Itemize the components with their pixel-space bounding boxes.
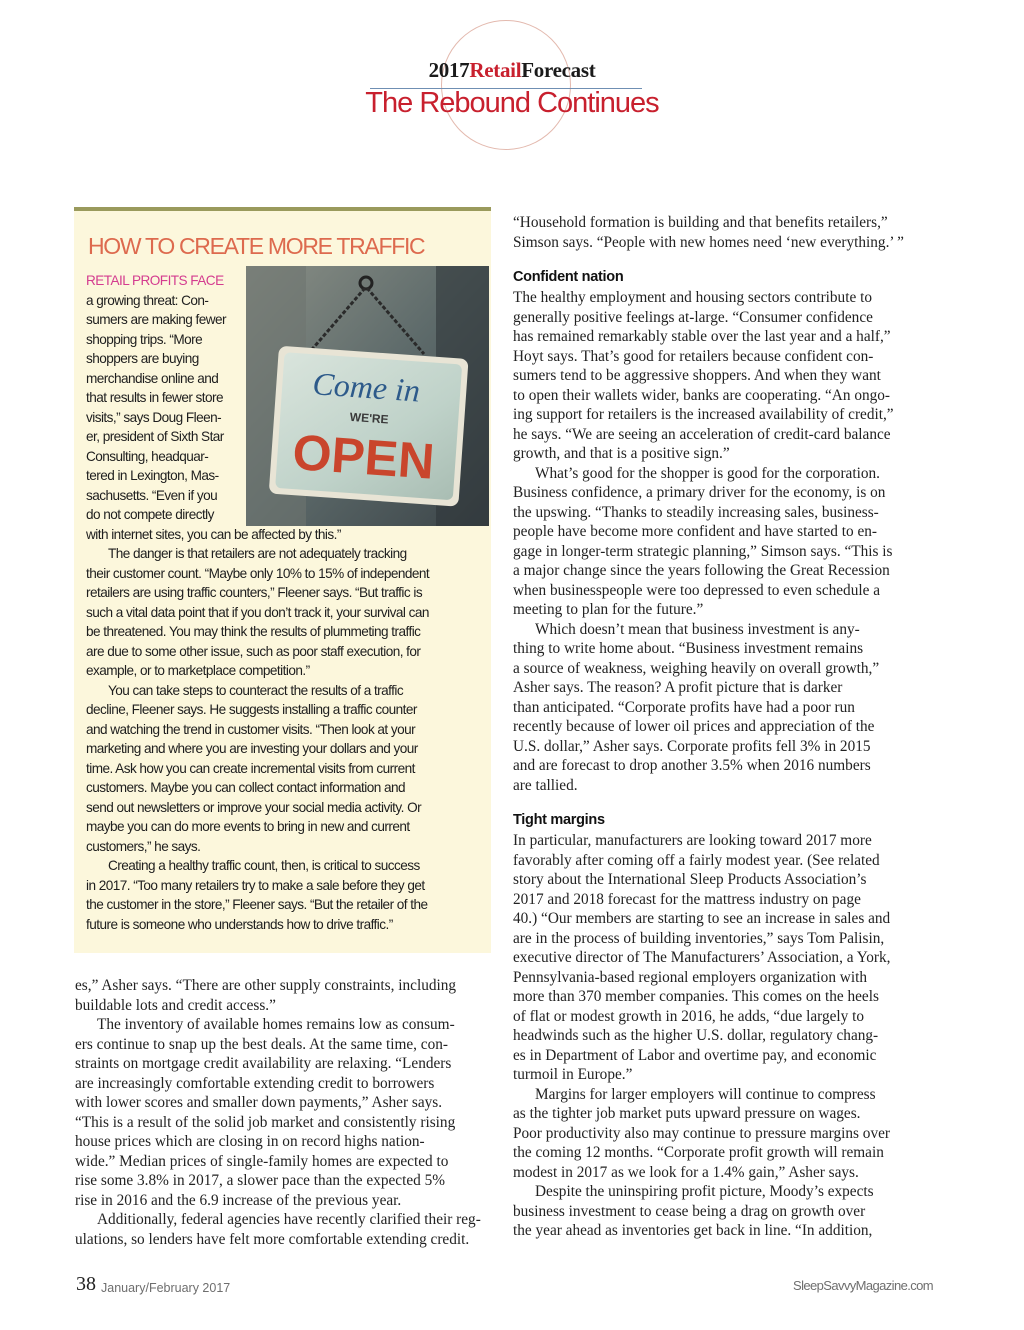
sign-open: OPEN <box>290 424 437 490</box>
sidebar-line: example, or to marketplace competition.” <box>86 663 310 678</box>
sidebar-line: are due to some other issue, such as poor staff execution, for <box>86 643 421 659</box>
sidebar-line: and watching the trend in customer visits. “Then look at your <box>86 721 416 737</box>
body-line: The healthy employment and housing sectors contribute to <box>513 289 872 306</box>
sidebar-line: visits,” says Doug Fleen- <box>86 409 222 425</box>
sidebar-line: future is someone who understands how to drive traffic.” <box>86 916 393 932</box>
body-line: es in Department of Labor and overtime pay, and economic <box>513 1046 877 1064</box>
body-line: are increasingly comfortable extending credit to borrowers <box>75 1074 435 1092</box>
sidebar-line: a growing threat: Con- <box>86 292 209 308</box>
body-line: business investment to cease being a drag on growth over <box>513 1202 866 1220</box>
sidebar-line: customers,” he says. <box>86 838 201 854</box>
sidebar-line: Creating a healthy traffic count, then, is critical to success <box>108 858 420 873</box>
body-line: Pennsylvania-based regional employers organization with <box>513 968 868 986</box>
body-line: to open their wallets wider, banks are cooperating. “An ongo- <box>513 386 891 404</box>
sidebar-line: The danger is that retailers are not adequately tracking <box>108 546 407 561</box>
body-line: 40.) “Our members are starting to see an increase in sales and <box>513 910 891 927</box>
sign-were: WE'RE <box>349 409 390 427</box>
body-line: es,” Asher says. “There are other supply constraints, including <box>75 977 457 994</box>
sidebar-line: be threatened. You may think the results of plummeting traffic <box>86 624 421 639</box>
body-line: are tallied. <box>513 776 578 794</box>
body-line: ulations, so lenders have felt more comfortable extending credit. <box>75 1230 470 1248</box>
body-line: meeting to plan for the future.” <box>513 601 704 618</box>
kicker-year: 2017 <box>428 58 470 82</box>
body-line: modest in 2017 as we look for a 1.4% gain,” Asher says. <box>513 1163 859 1181</box>
open-sign-photo <box>246 266 489 526</box>
body-line: more than 370 member companies. This comes on the heels <box>513 988 879 1005</box>
header-decorative-circle <box>441 20 571 150</box>
body-line: “This is a result of the solid job market and consistently rising <box>75 1113 456 1131</box>
body-line: Asher says. The reason? A profit picture that is darker <box>513 679 843 696</box>
body-line: he says. “We are seeing an acceleration of credit-card balance <box>513 425 891 443</box>
body-line: Hoyt says. That’s good for retailers because confident con- <box>513 347 874 365</box>
page-title: The Rebound Continues <box>365 87 659 119</box>
sidebar-line: maybe you can do more events to bring in new and current <box>86 819 410 834</box>
body-line: a source of weakness, weighing heavily on overall growth,” <box>513 659 880 677</box>
left-column <box>75 976 495 1249</box>
body-line: 2017 and 2018 forecast for the mattress industry on page <box>513 890 861 908</box>
sidebar-line: sachusetts. “Even if you <box>86 487 218 503</box>
body-line: Simson says. “People with new homes need ‘new everything.’ ” <box>513 233 904 251</box>
issue-date: January/February 2017 <box>101 1281 231 1295</box>
website: SleepSavvyMagazine.com <box>793 1278 933 1293</box>
body-line: when businesspeople were too depressed to even schedule a <box>513 581 881 599</box>
body-line: wide.” Median prices of single-family homes are expected to <box>75 1152 449 1170</box>
sidebar-line: shoppers are buying <box>86 351 199 366</box>
sidebar-line: Consulting, headquar- <box>86 448 209 464</box>
body-line: are in the process of building inventories,” says Tom Palisin, <box>513 929 885 947</box>
body-line: has remained remarkably stable over the last year and a half,” <box>513 328 891 345</box>
body-line: of flat or modest growth in 2016, he adds, “due largely to <box>513 1007 865 1025</box>
body-line: the upswing. “Thanks to steadily increasing sales, business- <box>513 503 879 521</box>
sidebar-line: their customer count. “Maybe only 10% to 15% of independent <box>86 565 430 581</box>
page-number: 38 <box>76 1273 96 1295</box>
body-line: headwinds such as the higher U.S. dollar, regulatory chang- <box>513 1027 879 1044</box>
sidebar-line: the customer in the store,” Fleener says. “But the retailer of the <box>86 897 428 912</box>
sidebar-lead-in: RETAIL PROFITS FACE <box>86 273 224 288</box>
sidebar-line: marketing and where you are investing your dollars and your <box>86 741 418 756</box>
sidebar-line: sumers are making fewer <box>86 312 226 327</box>
kicker-forecast: Forecast <box>521 58 596 82</box>
sidebar-line: with internet sites, you can be affected by this.” <box>86 526 341 542</box>
body-line: U.S. dollar,” Asher says. Corporate profits fell 3% in 2015 <box>513 737 871 755</box>
body-line: executive director of The Manufacturers’ Association, a York, <box>513 949 891 966</box>
sidebar-line: such a vital data point that if you don’t track it, your survival can <box>86 604 429 620</box>
sidebar-line: merchandise online and <box>86 370 219 386</box>
body-line: Business confidence, a primary driver for the economy, is on <box>513 484 886 501</box>
body-line: rise some 3.8% in 2017, a slower pace than the expected 5% <box>75 1172 445 1189</box>
sidebar-line: retailers are using traffic counters,” Fleener says. “But traffic is <box>86 585 423 600</box>
body-line: and are forecast to drop another 3.5% when 2016 numbers <box>513 757 871 774</box>
sidebar-line: You can take steps to counteract the results of a traffic <box>108 682 404 698</box>
body-line: In particular, manufacturers are looking toward 2017 more <box>513 832 872 849</box>
sidebar-line: er, president of Sixth Star <box>86 429 224 444</box>
subhead-confident-nation: Confident nation <box>513 269 624 285</box>
sidebar-line: do not compete directly <box>86 507 214 522</box>
body-line: buildable lots and credit access.” <box>75 996 276 1014</box>
sidebar-line: send out newsletters or improve your social media activity. Or <box>86 799 422 815</box>
body-line: Additionally, federal agencies have recently clarified their reg- <box>97 1211 481 1228</box>
body-line: favorably after coming off a fairly modest year. (See related <box>513 851 880 869</box>
sidebar-box <box>74 207 491 953</box>
body-line: a major change since the years following the Great Recession <box>513 562 890 579</box>
body-line: rise in 2016 and the 6.9 increase of the previous year. <box>75 1191 402 1209</box>
body-line: with lower scores and smaller down payments,” Asher says. <box>75 1094 443 1111</box>
sidebar-line: time. Ask how you can create incremental visits from current <box>86 760 415 776</box>
sidebar-line: in 2017. “Too many retailers try to make a sale before they get <box>86 877 425 893</box>
sidebar-line: that results in fewer store <box>86 390 224 405</box>
body-line: than anticipated. “Corporate profits have had a poor run <box>513 698 855 716</box>
section-kicker <box>0 58 1024 83</box>
sidebar-line: shopping trips. “More <box>86 331 203 347</box>
subhead-tight-margins: Tight margins <box>513 812 605 828</box>
body-line: as the tighter job market puts upward pressure on wages. <box>513 1105 861 1122</box>
body-line: gage in longer-term strategic planning,” Simson says. “This is <box>513 542 893 560</box>
sidebar-title: HOW TO CREATE MORE TRAFFIC <box>88 233 425 259</box>
body-line: What’s good for the shopper is good for the corporation. <box>535 464 880 482</box>
body-line: story about the International Sleep Products Association’s <box>513 871 867 888</box>
body-line: generally positive feelings at-large. “Consumer confidence <box>513 308 873 326</box>
kicker-retail: Retail <box>469 58 522 82</box>
body-line: ers continue to snap up the best deals. At the same time, con- <box>75 1035 448 1053</box>
body-line: ing support for retailers is the increased availability of credit,” <box>513 406 894 423</box>
body-line: the coming 12 months. “Corporate profit growth will remain <box>513 1144 884 1161</box>
sidebar-line: tered in Lexington, Mas- <box>86 468 219 483</box>
body-line: turmoil in Europe.” <box>513 1066 633 1083</box>
body-line: recently because of lower oil prices and appreciation of the <box>513 718 875 735</box>
body-line: people have become more confident and have started to en- <box>513 523 877 540</box>
body-line: sumers tend to be aggressive shoppers. And when they want <box>513 367 881 384</box>
sidebar-line: customers. Maybe you can collect contact information and <box>86 780 406 795</box>
body-line: the year ahead as inventories get back in line. “In addition, <box>513 1222 873 1239</box>
body-line: “Household formation is building and that benefits retailers,” <box>513 214 888 231</box>
right-column <box>513 213 938 1241</box>
body-line: Margins for larger employers will continue to compress <box>535 1085 876 1103</box>
sign-come-in: Come in <box>311 365 422 409</box>
body-line: straints on mortgage credit availability are relaxing. “Lenders <box>75 1055 452 1072</box>
body-line: growth, and that is a positive sign.” <box>513 445 730 462</box>
body-line: Which doesn’t mean that business investment is any- <box>535 620 860 638</box>
body-line: thing to write home about. “Business investment remains <box>513 640 864 657</box>
body-line: Poor productivity also may continue to pressure margins over <box>513 1124 890 1142</box>
sidebar-line: decline, Fleener says. He suggests installing a traffic counter <box>86 702 417 717</box>
body-line: The inventory of available homes remains low as consum- <box>97 1016 455 1033</box>
body-line: house prices which are closing in on record highs nation- <box>75 1133 425 1150</box>
body-line: Despite the uninspiring profit picture, Moody’s expects <box>535 1183 874 1200</box>
